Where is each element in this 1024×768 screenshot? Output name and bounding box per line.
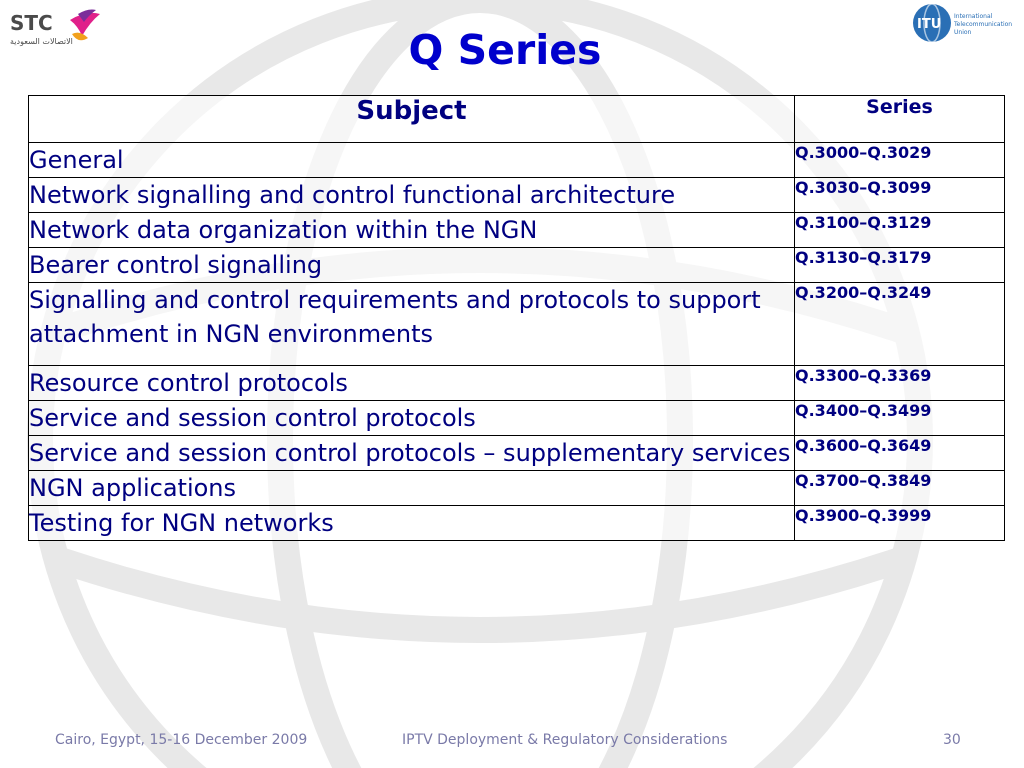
subject-cell: Network data organization within the NGN xyxy=(29,213,795,248)
series-cell: Q.3000–Q.3029 xyxy=(795,143,1005,178)
series-cell: Q.3100–Q.3129 xyxy=(795,213,1005,248)
q-series-table xyxy=(28,95,1005,541)
table-row xyxy=(29,143,1005,178)
table-row xyxy=(29,506,1005,541)
subject-column-header: Subject xyxy=(29,96,795,143)
stc-logo-subtext: الاتصالات السعودية xyxy=(10,37,73,46)
itu-logo-text: ITU xyxy=(917,17,942,32)
stc-logo-text: STC xyxy=(10,11,53,35)
subject-cell: Resource control protocols xyxy=(29,366,795,401)
table-row xyxy=(29,213,1005,248)
subject-cell: Signalling and control requirements and protocols to support attachment in NGN environments xyxy=(29,283,795,366)
subject-cell: General xyxy=(29,143,795,178)
series-cell: Q.3700–Q.3849 xyxy=(795,471,1005,506)
itu-logo-sub-3: Union xyxy=(954,29,972,36)
page-number: 30 xyxy=(943,732,961,748)
subject-cell: Service and session control protocols xyxy=(29,401,795,436)
series-cell: Q.3600–Q.3649 xyxy=(795,436,1005,471)
itu-logo-sub-1: International xyxy=(954,13,993,20)
table-row xyxy=(29,366,1005,401)
table-row xyxy=(29,436,1005,471)
itu-logo-sub-2: Telecommunication xyxy=(954,21,1012,28)
series-cell: Q.3200–Q.3249 xyxy=(795,283,1005,366)
subject-cell: Testing for NGN networks xyxy=(29,506,795,541)
page-title: Q Series xyxy=(408,26,602,74)
series-cell: Q.3030–Q.3099 xyxy=(795,178,1005,213)
subject-cell: NGN applications xyxy=(29,471,795,506)
table-row xyxy=(29,248,1005,283)
table-row xyxy=(29,283,1005,366)
subject-cell: Bearer control signalling xyxy=(29,248,795,283)
table-header-row xyxy=(29,96,1005,143)
subject-cell: Network signalling and control functional architecture xyxy=(29,178,795,213)
footer-location-date: Cairo, Egypt, 15-16 December 2009 xyxy=(55,732,308,748)
series-cell: Q.3300–Q.3369 xyxy=(795,366,1005,401)
table-row xyxy=(29,471,1005,506)
series-cell: Q.3900–Q.3999 xyxy=(795,506,1005,541)
table-row xyxy=(29,178,1005,213)
footer-presentation-title: IPTV Deployment & Regulatory Considerations xyxy=(402,732,728,748)
subject-cell: Service and session control protocols – supplementary services xyxy=(29,436,795,471)
series-column-header: Series xyxy=(795,96,1005,143)
table-row xyxy=(29,401,1005,436)
series-cell: Q.3130–Q.3179 xyxy=(795,248,1005,283)
series-cell: Q.3400–Q.3499 xyxy=(795,401,1005,436)
